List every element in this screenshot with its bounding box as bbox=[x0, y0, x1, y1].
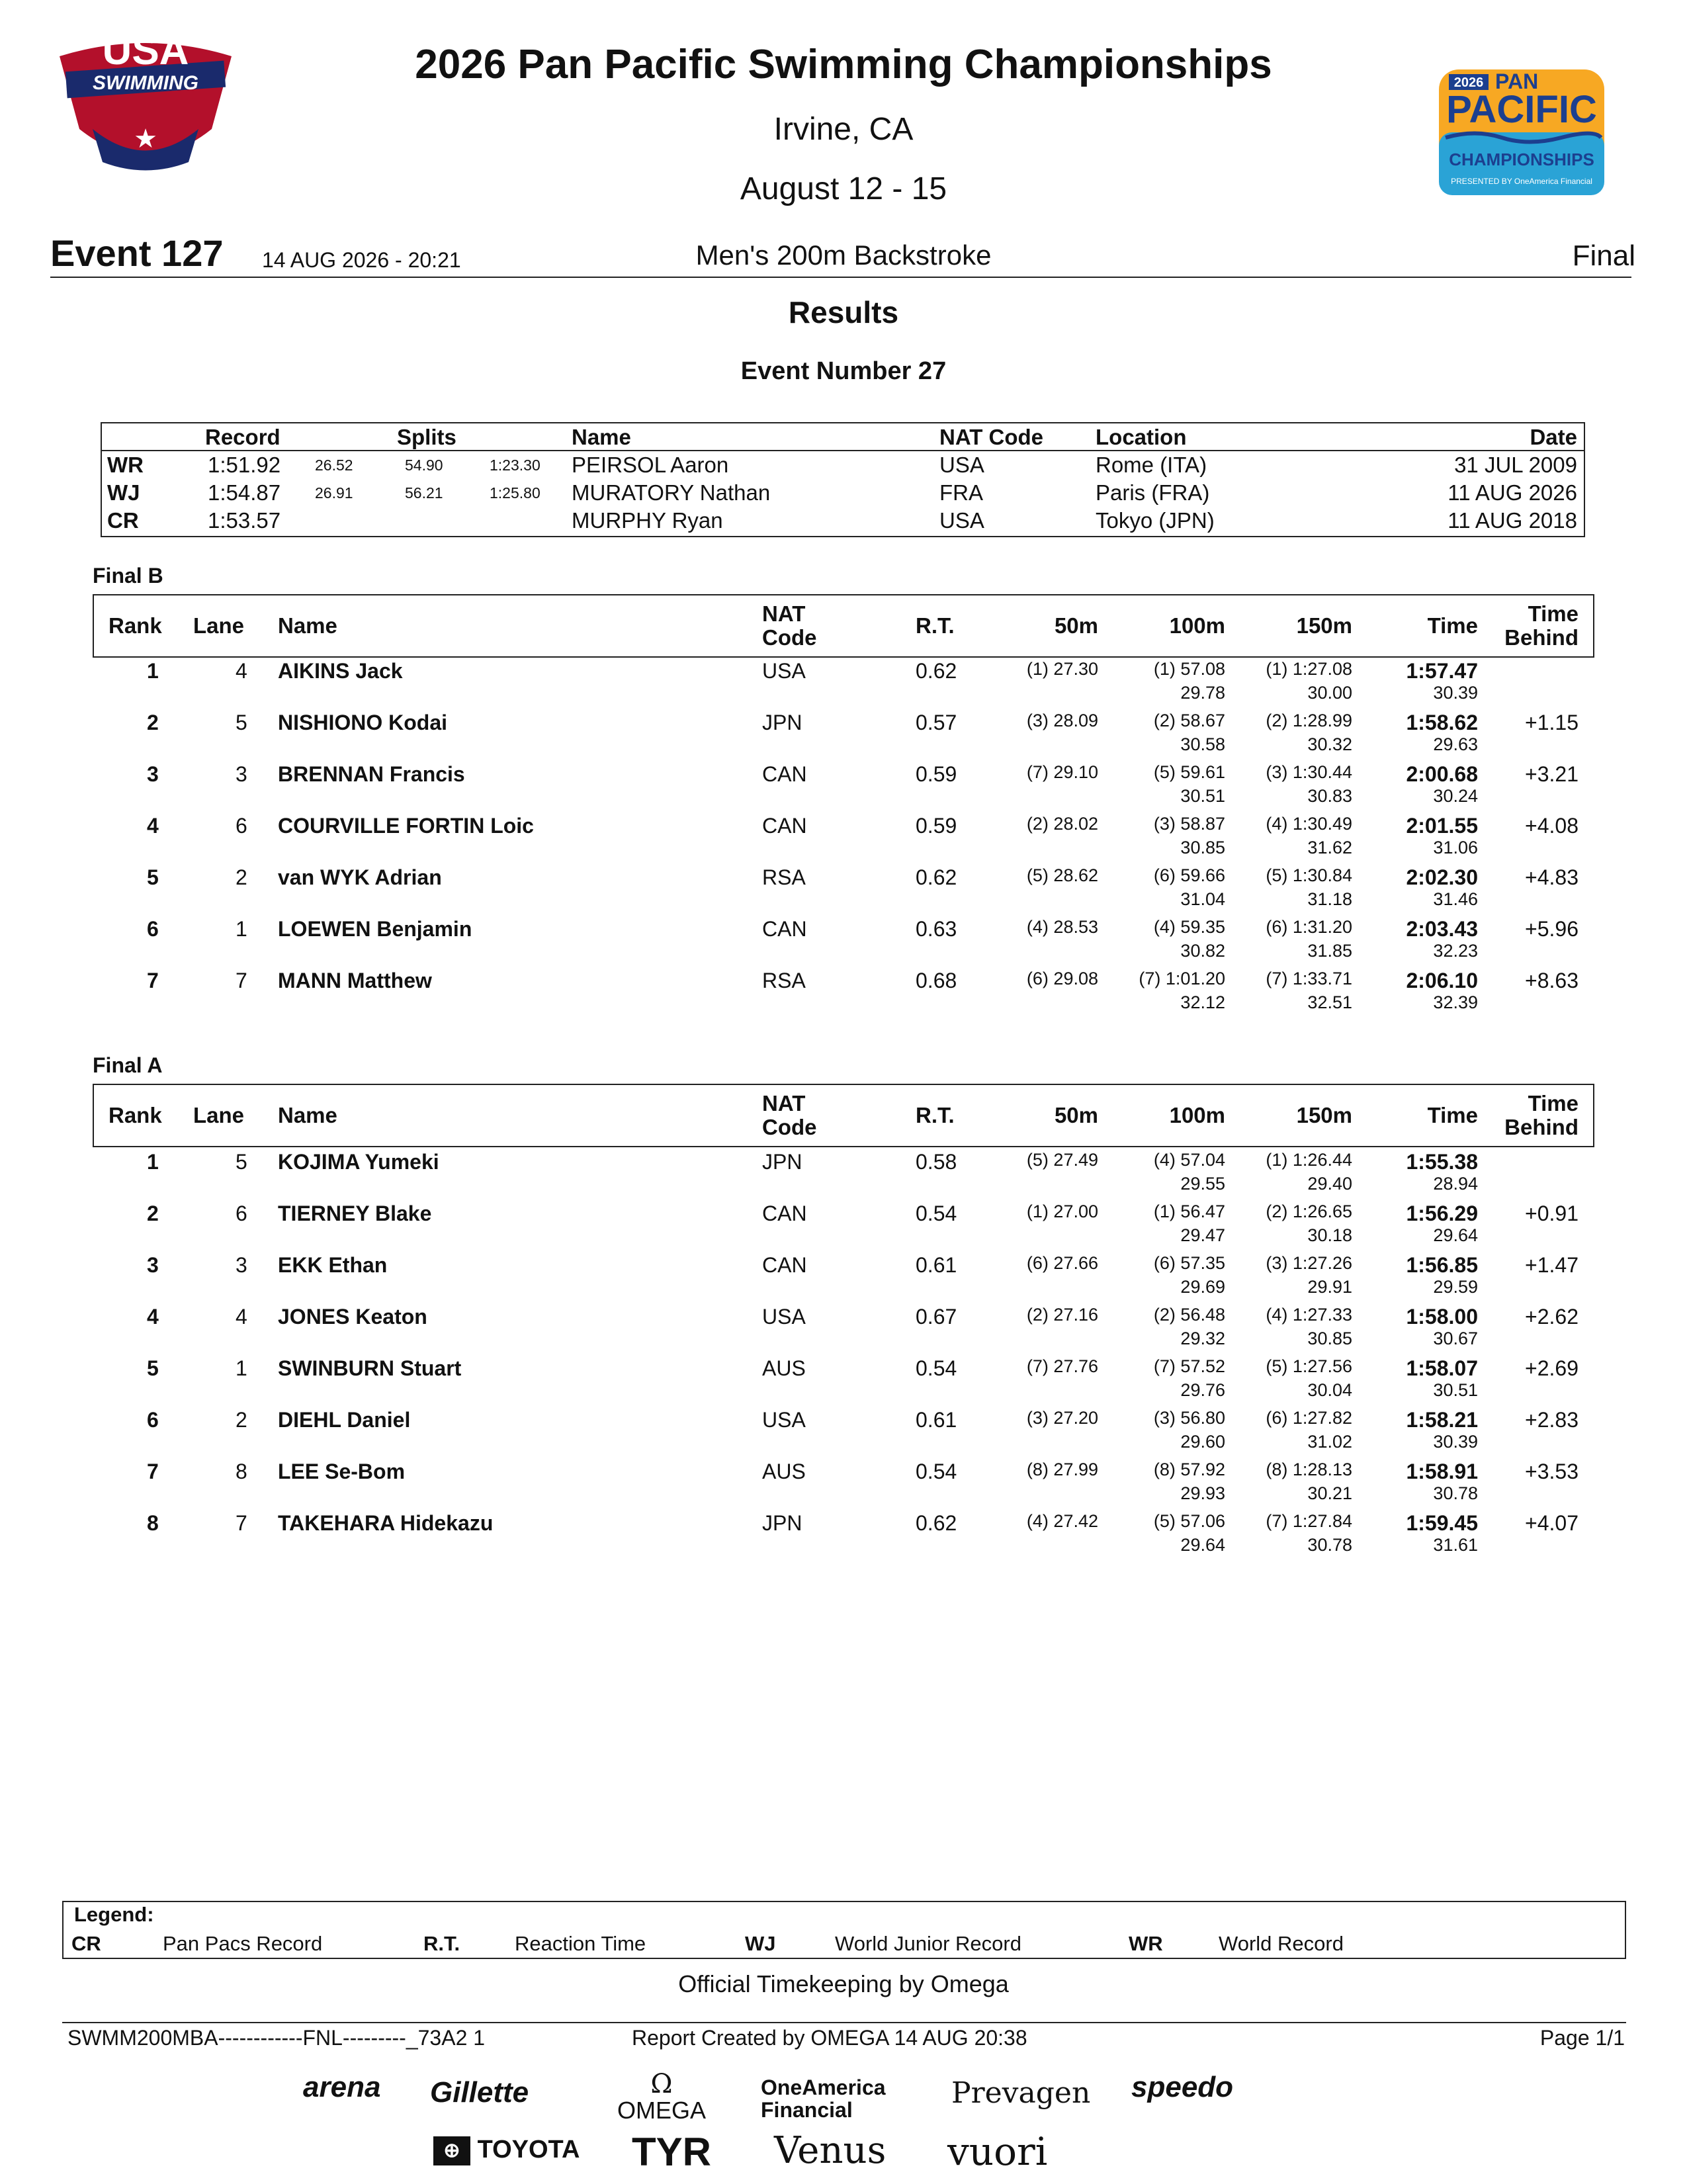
time-behind: +0.91 bbox=[1525, 1201, 1579, 1225]
final-time: 1:55.38 bbox=[1406, 1150, 1478, 1174]
col-time-behind-2: Behind bbox=[1504, 1115, 1579, 1139]
final-lap: 29.64 bbox=[1433, 1225, 1478, 1245]
report-code: SWMM200MBA------------FNL---------_73A2 1 bbox=[67, 2026, 486, 2050]
reaction-time: 0.57 bbox=[916, 711, 957, 734]
split-150m-lap: 30.21 bbox=[1307, 1483, 1352, 1503]
final-lap: 31.61 bbox=[1433, 1535, 1478, 1555]
split-150m: (2) 1:28.99 bbox=[1266, 711, 1352, 730]
final-time: 2:00.68 bbox=[1406, 762, 1478, 786]
split-150m: (4) 1:30.49 bbox=[1266, 814, 1352, 834]
split-100m-lap: 30.51 bbox=[1180, 786, 1225, 806]
time-behind: +8.63 bbox=[1525, 969, 1579, 992]
split-100m: (4) 59.35 bbox=[1153, 917, 1225, 937]
time-behind: +4.83 bbox=[1525, 865, 1579, 889]
split-100m-lap: 29.32 bbox=[1180, 1329, 1225, 1348]
sponsor-vuori: vuori bbox=[947, 2129, 1048, 2174]
split-100m-lap: 32.12 bbox=[1180, 992, 1225, 1012]
footer-divider bbox=[62, 2022, 1626, 2023]
svg-text:PAN: PAN bbox=[1495, 69, 1539, 93]
split-150m-lap: 30.85 bbox=[1307, 1329, 1352, 1348]
split-100m-lap: 29.47 bbox=[1180, 1225, 1225, 1245]
final-time: 2:03.43 bbox=[1406, 917, 1478, 941]
lane: 6 bbox=[236, 814, 247, 838]
final-time: 1:58.21 bbox=[1406, 1408, 1478, 1432]
sponsor-venus: Venus bbox=[774, 2129, 887, 2172]
record-date: 11 AUG 2026 bbox=[1448, 480, 1577, 505]
records-header-date: Date bbox=[1530, 425, 1577, 449]
nat-code: RSA bbox=[762, 969, 806, 992]
records-header-name: Name bbox=[572, 425, 631, 449]
lane: 3 bbox=[236, 762, 247, 786]
split-150m-lap: 30.32 bbox=[1307, 734, 1352, 754]
col-150m: 150m bbox=[1296, 613, 1352, 638]
lane: 3 bbox=[236, 1253, 247, 1277]
final-time: 1:58.00 bbox=[1406, 1305, 1478, 1329]
legend-text-rt: Reaction Time bbox=[515, 1932, 646, 1955]
legend-title: Legend: bbox=[74, 1903, 154, 1926]
split-150m-lap: 31.02 bbox=[1307, 1432, 1352, 1452]
meet-dates: August 12 - 15 bbox=[740, 171, 947, 206]
record-time: 1:54.87 bbox=[208, 480, 281, 505]
record-name: PEIRSOL Aaron bbox=[572, 453, 729, 477]
rank: 3 bbox=[147, 1253, 159, 1277]
split-150m-lap: 30.18 bbox=[1307, 1225, 1352, 1245]
split-100m-lap: 29.69 bbox=[1180, 1277, 1225, 1297]
split-150m: (5) 1:30.84 bbox=[1266, 865, 1352, 885]
split-150m: (2) 1:26.65 bbox=[1266, 1201, 1352, 1221]
rank: 1 bbox=[147, 659, 159, 683]
final-lap: 30.78 bbox=[1433, 1483, 1478, 1503]
swimmer-name: DIEHL Daniel bbox=[278, 1408, 411, 1432]
record-nat: USA bbox=[939, 453, 984, 477]
swimmer-name: TIERNEY Blake bbox=[278, 1201, 432, 1225]
reaction-time: 0.59 bbox=[916, 762, 957, 786]
split-100m: (5) 57.06 bbox=[1153, 1511, 1225, 1531]
nat-code: JPN bbox=[762, 711, 802, 734]
split-100m: (7) 57.52 bbox=[1153, 1356, 1225, 1376]
col-lane: Lane bbox=[193, 1103, 245, 1127]
time-behind: +2.62 bbox=[1525, 1305, 1579, 1329]
reaction-time: 0.63 bbox=[916, 917, 957, 941]
col-time-behind: Time bbox=[1528, 601, 1579, 626]
rank: 5 bbox=[147, 1356, 159, 1380]
records-header-nat: NAT Code bbox=[939, 425, 1044, 449]
split-50m: (1) 27.30 bbox=[1026, 659, 1098, 679]
reaction-time: 0.67 bbox=[916, 1305, 957, 1329]
record-nat: FRA bbox=[939, 480, 983, 505]
split-150m: (6) 1:27.82 bbox=[1266, 1408, 1352, 1428]
nat-code: AUS bbox=[762, 1356, 806, 1380]
split-100m-lap: 29.55 bbox=[1180, 1174, 1225, 1194]
record-name: MURATORY Nathan bbox=[572, 480, 771, 505]
time-behind: +3.21 bbox=[1525, 762, 1579, 786]
lane: 4 bbox=[236, 659, 247, 683]
final-lap: 30.67 bbox=[1433, 1329, 1478, 1348]
swimmer-name: EKK Ethan bbox=[278, 1253, 388, 1277]
event-number: Event 127 bbox=[50, 232, 224, 274]
sponsor-prevagen: Prevagen bbox=[951, 2076, 1091, 2110]
split-150m: (1) 1:26.44 bbox=[1266, 1150, 1352, 1170]
reaction-time: 0.61 bbox=[916, 1253, 957, 1277]
svg-text:PRESENTED BY OneAmerica Fina: PRESENTED BY OneAmerica Financial bbox=[1451, 177, 1592, 186]
rank: 6 bbox=[147, 917, 159, 941]
split-50m: (3) 28.09 bbox=[1026, 711, 1098, 730]
meet-city: Irvine, CA bbox=[773, 112, 914, 147]
swimmer-name: van WYK Adrian bbox=[278, 865, 442, 889]
split-100m: (1) 57.08 bbox=[1153, 659, 1225, 679]
swimmer-name: AIKINS Jack bbox=[278, 659, 403, 683]
svg-text:PACIFIC: PACIFIC bbox=[1446, 88, 1597, 131]
record-time: 1:53.57 bbox=[208, 508, 281, 533]
reaction-time: 0.54 bbox=[916, 1356, 957, 1380]
sponsor-speedo: speedo bbox=[1131, 2071, 1234, 2103]
sponsor-tyr: TYR bbox=[632, 2130, 711, 2174]
final-time: 2:06.10 bbox=[1406, 969, 1478, 992]
split-50m: (5) 27.49 bbox=[1026, 1150, 1098, 1170]
col-rank: Rank bbox=[108, 613, 162, 638]
col-150m: 150m bbox=[1296, 1103, 1352, 1127]
swimmer-name: NISHIONO Kodai bbox=[278, 711, 448, 734]
sponsor-oneamerica: OneAmerica Financial bbox=[761, 2075, 886, 2122]
legend-text-wr: World Record bbox=[1219, 1932, 1344, 1955]
lane: 5 bbox=[236, 711, 247, 734]
final-lap: 30.51 bbox=[1433, 1380, 1478, 1400]
split-100m: (3) 56.80 bbox=[1153, 1408, 1225, 1428]
record-s2: 56.21 bbox=[405, 484, 443, 502]
col-time-behind-2: Behind bbox=[1504, 625, 1579, 650]
split-150m-lap: 31.18 bbox=[1307, 889, 1352, 909]
svg-text:SWIMMING: SWIMMING bbox=[93, 72, 198, 94]
split-100m: (8) 57.92 bbox=[1153, 1460, 1225, 1479]
final-a-label: Final A bbox=[93, 1053, 163, 1077]
split-100m: (2) 56.48 bbox=[1153, 1305, 1225, 1325]
final-lap: 29.59 bbox=[1433, 1277, 1478, 1297]
reaction-time: 0.62 bbox=[916, 659, 957, 683]
final-time: 1:58.07 bbox=[1406, 1356, 1478, 1380]
reaction-time: 0.59 bbox=[916, 814, 957, 838]
lane: 4 bbox=[236, 1305, 247, 1329]
swimmer-name: TAKEHARA Hidekazu bbox=[278, 1511, 494, 1535]
col-name: Name bbox=[278, 613, 337, 638]
split-150m-lap: 30.04 bbox=[1307, 1380, 1352, 1400]
swimmer-name: LOEWEN Benjamin bbox=[278, 917, 472, 941]
record-type: WR bbox=[107, 453, 144, 477]
final-lap: 30.24 bbox=[1433, 786, 1478, 806]
col-name: Name bbox=[278, 1103, 337, 1127]
time-behind: +1.47 bbox=[1525, 1253, 1579, 1277]
split-100m: (2) 58.67 bbox=[1153, 711, 1225, 730]
records-table bbox=[101, 422, 1585, 537]
split-150m: (4) 1:27.33 bbox=[1266, 1305, 1352, 1325]
record-s2: 54.90 bbox=[405, 457, 443, 474]
lane: 7 bbox=[236, 1511, 247, 1535]
col-nat: NAT bbox=[762, 601, 806, 626]
rank: 6 bbox=[147, 1408, 159, 1432]
record-location: Rome (ITA) bbox=[1096, 453, 1207, 477]
final-lap: 31.46 bbox=[1433, 889, 1478, 909]
split-150m-lap: 30.83 bbox=[1307, 786, 1352, 806]
event-name: Men's 200m Backstroke bbox=[695, 240, 992, 271]
nat-code: JPN bbox=[762, 1150, 802, 1174]
reaction-time: 0.58 bbox=[916, 1150, 957, 1174]
final-time: 1:56.85 bbox=[1406, 1253, 1478, 1277]
page-number: Page 1/1 bbox=[1539, 2026, 1625, 2050]
split-150m: (6) 1:31.20 bbox=[1266, 917, 1352, 937]
rank: 4 bbox=[147, 814, 159, 838]
split-50m: (2) 27.16 bbox=[1026, 1305, 1098, 1325]
record-date: 31 JUL 2009 bbox=[1454, 453, 1577, 477]
header-divider bbox=[50, 277, 1631, 278]
split-50m: (7) 27.76 bbox=[1026, 1356, 1098, 1376]
reaction-time: 0.61 bbox=[916, 1408, 957, 1432]
sponsor-gillette: Gillette bbox=[430, 2076, 529, 2109]
col-nat-code: Code bbox=[762, 625, 817, 650]
col-50m: 50m bbox=[1054, 613, 1098, 638]
records-header-divider bbox=[101, 450, 1585, 451]
record-type: CR bbox=[107, 508, 139, 533]
lane: 7 bbox=[236, 969, 247, 992]
split-50m: (4) 28.53 bbox=[1026, 917, 1098, 937]
report-created: Report Created by OMEGA 14 AUG 20:38 bbox=[632, 2026, 1027, 2050]
reaction-time: 0.68 bbox=[916, 969, 957, 992]
split-150m-lap: 30.78 bbox=[1307, 1535, 1352, 1555]
legend-text-cr: Pan Pacs Record bbox=[163, 1932, 323, 1955]
sponsor-arena: arena bbox=[303, 2071, 381, 2103]
split-50m: (7) 29.10 bbox=[1026, 762, 1098, 782]
rank: 2 bbox=[147, 711, 159, 734]
reaction-time: 0.54 bbox=[916, 1201, 957, 1225]
swimmer-name: KOJIMA Yumeki bbox=[278, 1150, 439, 1174]
final-lap: 29.63 bbox=[1433, 734, 1478, 754]
swimmer-name: JONES Keaton bbox=[278, 1305, 427, 1329]
record-nat: USA bbox=[939, 508, 984, 533]
final-time: 2:02.30 bbox=[1406, 865, 1478, 889]
event-number-title: Event Number 27 bbox=[740, 357, 947, 385]
final-lap: 30.39 bbox=[1433, 683, 1478, 703]
toyota-icon: ⊕ bbox=[433, 2136, 470, 2165]
final-lap: 28.94 bbox=[1433, 1174, 1478, 1194]
split-100m: (5) 59.61 bbox=[1153, 762, 1225, 782]
split-150m: (7) 1:27.84 bbox=[1266, 1511, 1352, 1531]
split-150m: (3) 1:27.26 bbox=[1266, 1253, 1352, 1273]
col-lane: Lane bbox=[193, 613, 245, 638]
time-behind: +2.69 bbox=[1525, 1356, 1579, 1380]
rank: 8 bbox=[147, 1511, 159, 1535]
record-date: 11 AUG 2018 bbox=[1448, 508, 1577, 533]
final-lap: 32.23 bbox=[1433, 941, 1478, 961]
col-rank: Rank bbox=[108, 1103, 162, 1127]
record-s1: 26.52 bbox=[315, 457, 353, 474]
record-time: 1:51.92 bbox=[208, 453, 281, 477]
time-behind: +4.08 bbox=[1525, 814, 1579, 838]
legend-code-cr: CR bbox=[71, 1932, 101, 1955]
split-100m: (3) 58.87 bbox=[1153, 814, 1225, 834]
nat-code: CAN bbox=[762, 762, 807, 786]
reaction-time: 0.62 bbox=[916, 865, 957, 889]
split-100m-lap: 29.76 bbox=[1180, 1380, 1225, 1400]
time-behind: +5.96 bbox=[1525, 917, 1579, 941]
final-time: 1:57.47 bbox=[1406, 659, 1478, 683]
split-50m: (6) 29.08 bbox=[1026, 969, 1098, 988]
legend-code-rt: R.T. bbox=[423, 1932, 460, 1955]
event-round: Final bbox=[1572, 240, 1635, 272]
record-location: Paris (FRA) bbox=[1096, 480, 1210, 505]
timekeeping-note: Official Timekeeping by Omega bbox=[678, 1970, 1009, 1997]
split-100m-lap: 29.78 bbox=[1180, 683, 1225, 703]
records-header-record: Record bbox=[205, 425, 281, 449]
split-150m: (1) 1:27.08 bbox=[1266, 659, 1352, 679]
rank: 3 bbox=[147, 762, 159, 786]
results-title: Results bbox=[788, 295, 899, 329]
split-50m: (4) 27.42 bbox=[1026, 1511, 1098, 1531]
rank: 7 bbox=[147, 1460, 159, 1483]
rank: 7 bbox=[147, 969, 159, 992]
split-50m: (8) 27.99 bbox=[1026, 1460, 1098, 1479]
nat-code: USA bbox=[762, 1305, 806, 1329]
col-nat-code: Code bbox=[762, 1115, 817, 1139]
rank: 1 bbox=[147, 1150, 159, 1174]
rank: 5 bbox=[147, 865, 159, 889]
split-150m-lap: 30.00 bbox=[1307, 683, 1352, 703]
record-s3: 1:23.30 bbox=[490, 457, 541, 474]
rank: 2 bbox=[147, 1201, 159, 1225]
split-100m: (7) 1:01.20 bbox=[1139, 969, 1225, 988]
rank: 4 bbox=[147, 1305, 159, 1329]
record-s1: 26.91 bbox=[315, 484, 353, 502]
split-150m: (7) 1:33.71 bbox=[1266, 969, 1352, 988]
split-100m: (1) 56.47 bbox=[1153, 1201, 1225, 1221]
nat-code: CAN bbox=[762, 1201, 807, 1225]
split-150m-lap: 29.91 bbox=[1307, 1277, 1352, 1297]
lane: 2 bbox=[236, 865, 247, 889]
col-rt: R.T. bbox=[916, 613, 955, 638]
svg-text:CHAMPIONSHIPS: CHAMPIONSHIPS bbox=[1449, 150, 1594, 169]
swimmer-name: LEE Se-Bom bbox=[278, 1460, 406, 1483]
lane: 2 bbox=[236, 1408, 247, 1432]
lane: 1 bbox=[236, 1356, 247, 1380]
final-lap: 31.06 bbox=[1433, 838, 1478, 857]
record-s3: 1:25.80 bbox=[490, 484, 541, 502]
final-time: 1:56.29 bbox=[1406, 1201, 1478, 1225]
final-time: 1:59.45 bbox=[1406, 1511, 1478, 1535]
time-behind: +1.15 bbox=[1525, 711, 1579, 734]
split-50m: (3) 27.20 bbox=[1026, 1408, 1098, 1428]
legend-code-wj: WJ bbox=[745, 1932, 776, 1955]
col-time: Time bbox=[1427, 1103, 1478, 1127]
final-time: 1:58.91 bbox=[1406, 1460, 1478, 1483]
records-header-location: Location bbox=[1096, 425, 1187, 449]
lane: 8 bbox=[236, 1460, 247, 1483]
meet-title: 2026 Pan Pacific Swimming Championships bbox=[415, 42, 1272, 87]
legend-code-wr: WR bbox=[1129, 1932, 1163, 1955]
svg-text:★: ★ bbox=[134, 124, 157, 154]
time-behind: +3.53 bbox=[1525, 1460, 1579, 1483]
col-nat: NAT bbox=[762, 1091, 806, 1115]
swimmer-name: COURVILLE FORTIN Loic bbox=[278, 814, 534, 838]
legend-text-wj: World Junior Record bbox=[835, 1932, 1021, 1955]
reaction-time: 0.54 bbox=[916, 1460, 957, 1483]
lane: 1 bbox=[236, 917, 247, 941]
final-b-label: Final B bbox=[93, 564, 163, 588]
split-50m: (2) 28.02 bbox=[1026, 814, 1098, 834]
split-100m: (6) 57.35 bbox=[1153, 1253, 1225, 1273]
split-100m-lap: 29.64 bbox=[1180, 1535, 1225, 1555]
record-location: Tokyo (JPN) bbox=[1096, 508, 1215, 533]
col-rt: R.T. bbox=[916, 1103, 955, 1127]
split-150m-lap: 31.62 bbox=[1307, 838, 1352, 857]
split-50m: (5) 28.62 bbox=[1026, 865, 1098, 885]
col-100m: 100m bbox=[1169, 613, 1225, 638]
final-lap: 30.39 bbox=[1433, 1432, 1478, 1452]
col-time: Time bbox=[1427, 613, 1478, 638]
nat-code: JPN bbox=[762, 1511, 802, 1535]
record-name: MURPHY Ryan bbox=[572, 508, 723, 533]
sponsor-toyota: ⊕ TOYOTA bbox=[433, 2136, 580, 2165]
split-100m-lap: 29.93 bbox=[1180, 1483, 1225, 1503]
nat-code: RSA bbox=[762, 865, 806, 889]
split-100m-lap: 30.58 bbox=[1180, 734, 1225, 754]
final-time: 2:01.55 bbox=[1406, 814, 1478, 838]
nat-code: CAN bbox=[762, 1253, 807, 1277]
time-behind: +2.83 bbox=[1525, 1408, 1579, 1432]
final-lap: 32.39 bbox=[1433, 992, 1478, 1012]
split-50m: (1) 27.00 bbox=[1026, 1201, 1098, 1221]
split-150m-lap: 29.40 bbox=[1307, 1174, 1352, 1194]
split-100m-lap: 29.60 bbox=[1180, 1432, 1225, 1452]
record-type: WJ bbox=[107, 480, 140, 505]
sponsor-omega: Ω OMEGA bbox=[617, 2069, 706, 2124]
final-time: 1:58.62 bbox=[1406, 711, 1478, 734]
svg-text:2026: 2026 bbox=[1453, 75, 1484, 90]
swimmer-name: BRENNAN Francis bbox=[278, 762, 465, 786]
split-100m: (4) 57.04 bbox=[1153, 1150, 1225, 1170]
nat-code: CAN bbox=[762, 917, 807, 941]
swimmer-name: MANN Matthew bbox=[278, 969, 432, 992]
swimmer-name: SWINBURN Stuart bbox=[278, 1356, 462, 1380]
records-header-splits: Splits bbox=[397, 425, 456, 449]
col-50m: 50m bbox=[1054, 1103, 1098, 1127]
split-100m-lap: 31.04 bbox=[1180, 889, 1225, 909]
split-50m: (6) 27.66 bbox=[1026, 1253, 1098, 1273]
split-150m: (3) 1:30.44 bbox=[1266, 762, 1352, 782]
col-100m: 100m bbox=[1169, 1103, 1225, 1127]
nat-code: CAN bbox=[762, 814, 807, 838]
lane: 6 bbox=[236, 1201, 247, 1225]
nat-code: USA bbox=[762, 659, 806, 683]
usa-text: USA bbox=[102, 30, 189, 73]
split-100m-lap: 30.85 bbox=[1180, 838, 1225, 857]
split-150m: (5) 1:27.56 bbox=[1266, 1356, 1352, 1376]
split-100m-lap: 30.82 bbox=[1180, 941, 1225, 961]
split-150m-lap: 32.51 bbox=[1307, 992, 1352, 1012]
split-150m-lap: 31.85 bbox=[1307, 941, 1352, 961]
nat-code: USA bbox=[762, 1408, 806, 1432]
split-100m: (6) 59.66 bbox=[1153, 865, 1225, 885]
time-behind: +4.07 bbox=[1525, 1511, 1579, 1535]
lane: 5 bbox=[236, 1150, 247, 1174]
nat-code: AUS bbox=[762, 1460, 806, 1483]
col-time-behind: Time bbox=[1528, 1091, 1579, 1115]
reaction-time: 0.62 bbox=[916, 1511, 957, 1535]
event-datetime: 14 AUG 2026 - 20:21 bbox=[262, 248, 461, 272]
split-150m: (8) 1:28.13 bbox=[1266, 1460, 1352, 1479]
